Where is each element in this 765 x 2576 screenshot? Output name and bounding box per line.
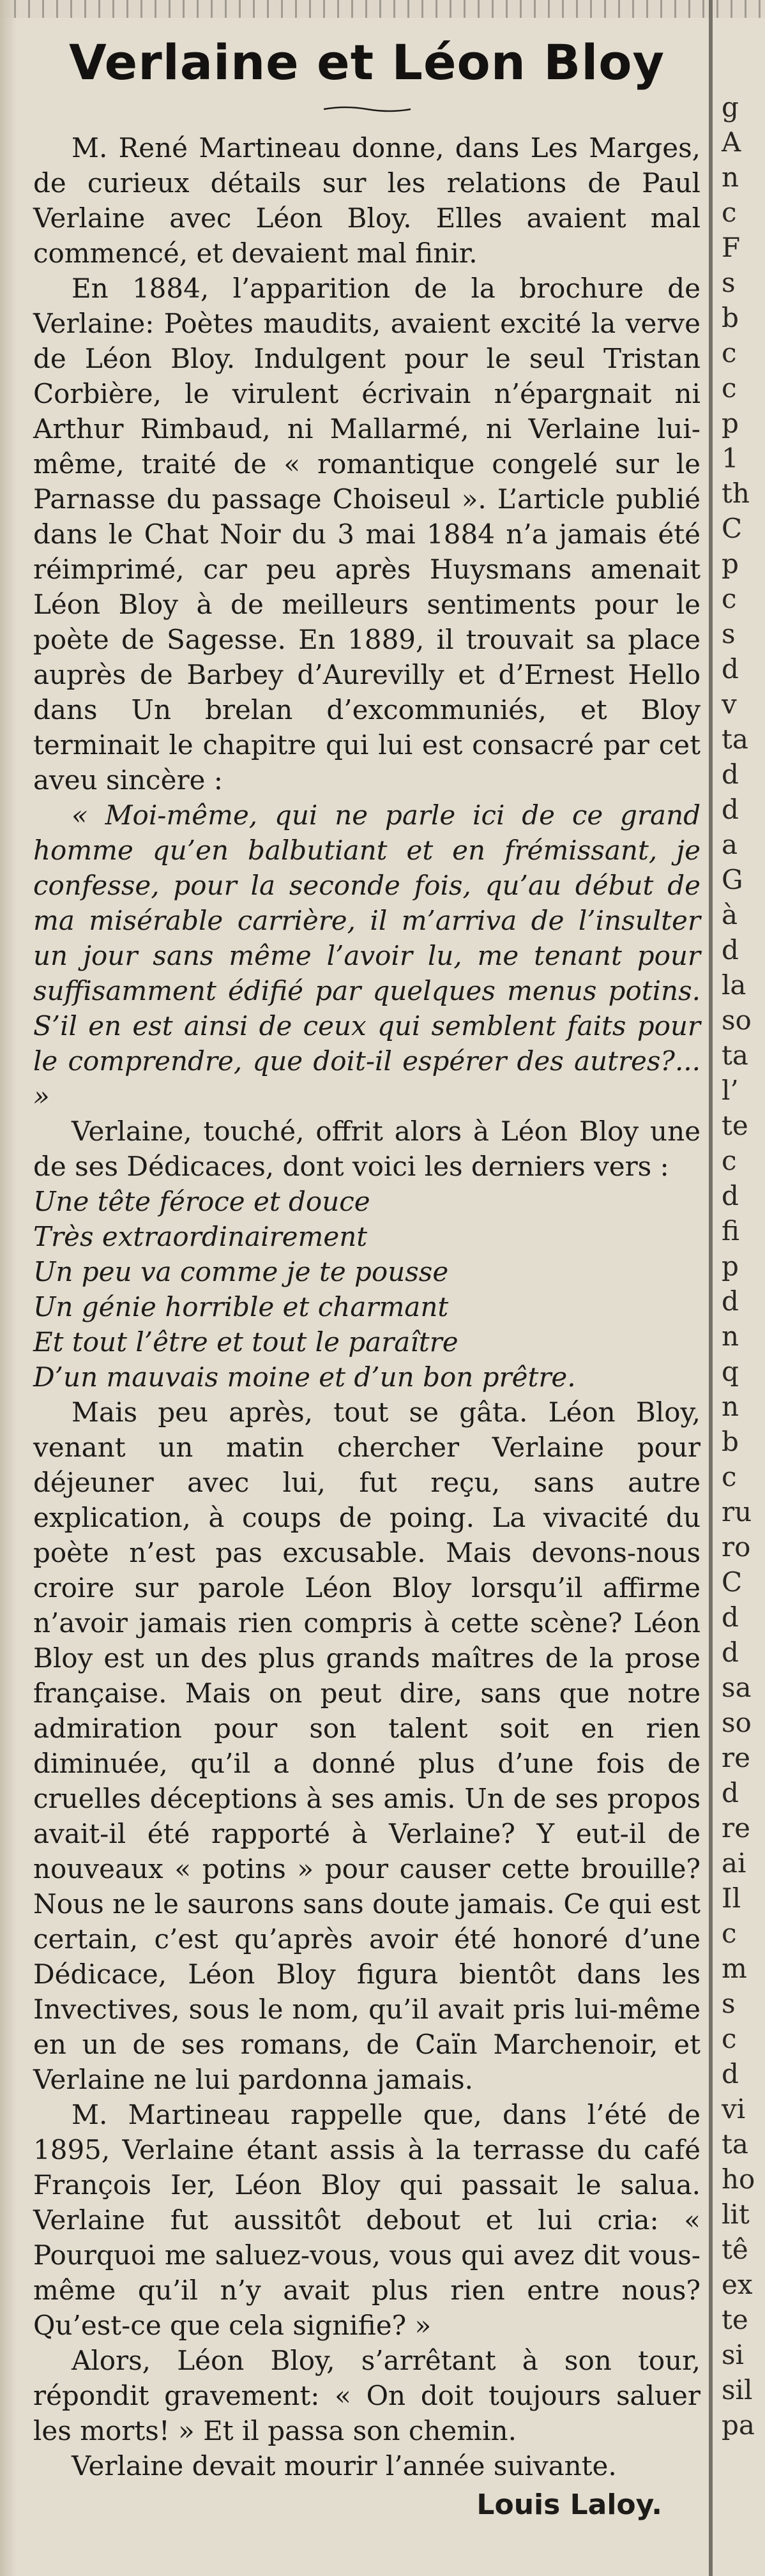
adjacent-column-fragment: vi <box>722 2093 746 2125</box>
adjacent-column-fragment: n <box>722 1321 739 1352</box>
adjacent-column-fragment: ai <box>722 1847 746 1879</box>
adjacent-column-fragment: la <box>722 969 746 1001</box>
adjacent-column-fragment: ro <box>722 1531 751 1563</box>
adjacent-column-fragment: ru <box>722 1496 752 1527</box>
adjacent-column-fragment: A <box>722 126 741 158</box>
adjacent-column-fragment: s <box>722 618 736 649</box>
adjacent-column-fragment: tê <box>722 2234 748 2265</box>
verse-line: Un peu va comme je te pousse <box>33 1256 449 1287</box>
adjacent-column-fragment: C <box>722 513 743 544</box>
adjacent-column-fragment: 1 <box>722 443 739 474</box>
adjacent-column-fragment: à <box>722 899 738 930</box>
adjacent-column-fragment: F <box>722 232 741 263</box>
column-rule <box>709 0 713 2576</box>
adjacent-column-fragment: n <box>722 1391 739 1422</box>
verse-line: Très extraordinairement <box>33 1221 368 1252</box>
adjacent-column-fragment: s <box>722 267 736 298</box>
adjacent-column-fragment: fi <box>722 1215 740 1246</box>
adjacent-column-fragment: d <box>722 934 739 966</box>
adjacent-column-fragment: c <box>722 2023 737 2054</box>
paragraph-intro: M. René Martineau donne, dans Les Marges, de curieux détails sur les relations de Paul Verlaine avec Léon Bloy. Elles avaient mal commencé, et devaient mal finir. <box>33 132 701 269</box>
adjacent-column-fragment: d <box>722 1637 739 1668</box>
adjacent-column-fragment: so <box>722 1004 752 1036</box>
adjacent-column-fragment: c <box>722 372 737 404</box>
adjacent-column-fragment: a <box>722 829 738 860</box>
adjacent-column-fragment: ho <box>722 2163 755 2195</box>
adjacent-column-fragment: v <box>722 688 737 720</box>
adjacent-column-fragment: d <box>722 2058 739 2089</box>
adjacent-column-fragment: re <box>722 1742 750 1773</box>
adjacent-column-fragment: p <box>722 1250 739 1282</box>
adjacent-column-fragment: b <box>722 1426 739 1457</box>
top-edge-strip <box>0 0 765 18</box>
article <box>33 32 701 2524</box>
adjacent-column-fragment: n <box>722 162 739 193</box>
paragraph-terrasse: M. Martineau rappelle que, dans l’été de 1895, Verlaine étant assis à la terrasse du café François Ier, Léon Bloy qui passait le salua. Verlaine fut aussitôt debout et lui cria: « Pourquoi me saluez-vous, vous qui avez dit vous-même qu’il n’y avait plus rien entre nous? Qu’est-ce que cela signifie? » <box>33 2099 701 2341</box>
adjacent-column-fragment: G <box>722 864 743 895</box>
verse-line: Une tête féroce et douce <box>33 1186 370 1217</box>
adjacent-column-fragment: d <box>722 1602 739 1633</box>
paragraph-dedicace: Verlaine, touché, offrit alors à Léon Bloy une de ses Dédicaces, dont voici les derniers vers : <box>33 1116 701 1182</box>
title-rule-ornament <box>322 105 412 114</box>
adjacent-column-fragment: ta <box>722 1040 748 1071</box>
adjacent-column-fragment: d <box>722 1777 739 1808</box>
paragraph-reponse: Alors, Léon Bloy, s’arrêtant à son tour, répondit gravement: « On doit toujours saluer les morts! » Et il passa son chemin. <box>33 2345 701 2446</box>
adjacent-column-fragment: te <box>722 2304 748 2335</box>
adjacent-column-fragment: d <box>722 794 739 825</box>
adjacent-column-fragment: l’ <box>722 1075 739 1106</box>
adjacent-column-fragment: sa <box>722 1672 752 1703</box>
verse-line: D’un mauvais moine et d’un bon prêtre. <box>33 1361 576 1393</box>
adjacent-column-fragment: g <box>722 91 739 123</box>
adjacent-column-fragments <box>718 0 765 2576</box>
verse-line: Un génie horrible et charmant <box>33 1291 449 1322</box>
adjacent-column-fragment: sil <box>722 2374 753 2406</box>
adjacent-column-fragment: p <box>722 548 739 579</box>
adjacent-column-fragment: c <box>722 583 737 614</box>
adjacent-column-fragment: c <box>722 337 737 368</box>
adjacent-column-fragment: b <box>722 302 739 333</box>
verse-line: Et tout l’être et tout le paraître <box>33 1326 458 1358</box>
adjacent-column-fragment: d <box>722 1180 739 1211</box>
adjacent-column-fragment: p <box>722 407 739 439</box>
adjacent-column-fragment: te <box>722 1110 748 1141</box>
author-signature: Louis Laloy. <box>476 2489 662 2521</box>
page-fold-shadow <box>0 0 17 2576</box>
adjacent-column-fragment: C <box>722 1566 743 1598</box>
adjacent-column-fragment: ta <box>722 724 748 755</box>
article-title: Verlaine et Léon Bloy <box>69 34 665 91</box>
paragraph-bloy-quote: « Moi-même, qui ne parle ici de ce grand homme qu’en balbutiant et en frémissant, je confesse, pour la seconde fois, qu’au début de ma misérable carrière, il m’arriva de l’insulter un jour sans même l’avoir lu, me tenant pour suffisamment édifié par quelques menus potins. S’il en est ainsi de ceux qui semblent faits pour le comprendre, que doit-il espérer des autres?... » <box>33 799 701 1112</box>
adjacent-column-fragment: so <box>722 1707 752 1738</box>
adjacent-column-fragment: d <box>722 1285 739 1317</box>
adjacent-column-fragment: si <box>722 2339 744 2370</box>
adjacent-column-fragment: ta <box>722 2128 748 2160</box>
adjacent-column-fragment: c <box>722 197 737 228</box>
adjacent-column-fragment: s <box>722 1988 736 2019</box>
adjacent-column-fragment: d <box>722 653 739 685</box>
adjacent-column-fragment: c <box>722 1461 737 1492</box>
adjacent-column-fragment: Il <box>722 1883 741 1914</box>
paragraph-conclusion: Verlaine devait mourir l’année suivante. <box>72 2450 617 2481</box>
adjacent-column-fragment: pa <box>722 2409 755 2441</box>
adjacent-column-fragment: lit <box>722 2199 750 2230</box>
adjacent-column-fragment: d <box>722 759 739 790</box>
paragraph-brouille: Mais peu après, tout se gâta. Léon Bloy, venant un matin chercher Verlaine pour déjeuner avec lui, fut reçu, sans autre explication, à coups de poing. La vivacité du poète n’est pas excusable. Mais devons-nous croire sur parole Léon Bloy lorsqu’il affirme n’avoir jamais rien compris à cette scène? Léon Bloy est un des plus grands maîtres de la prose française. Mais on peut dire, sans que notre admiration pour son talent soit en rien diminuée, qu’il a donné plus d’une fois de cruelles déceptions à ses amis. Un de ses propos avait-il été rapporté à Verlaine? Y eut-il de nouveaux « potins » pour causer cette brouille? Nous ne le saurons sans doute jamais. Ce qui est certain, c’est qu’après avoir été honoré d’une Dédicace, Léon Bloy figura bientôt dans les Invectives, sous le nom, qu’il avait pris lui-même en un de ses romans, de Caïn Marchenoir, et Verlaine ne lui pardonna jamais. <box>33 1397 701 2095</box>
adjacent-column-fragment: c <box>722 1145 737 1176</box>
adjacent-column-fragment: m <box>722 1953 747 1984</box>
adjacent-column-fragment: re <box>722 1812 750 1844</box>
adjacent-column-fragment: ex <box>722 2269 753 2300</box>
adjacent-column-fragment: q <box>722 1356 739 1387</box>
adjacent-column-fragment: th <box>722 478 750 509</box>
paragraph-poetes-maudits: En 1884, l’apparition de la brochure de Verlaine: Poètes maudits, avaient excité la verve de Léon Bloy. Indulgent pour le seul Tristan Corbière, le virulent écrivain n’épargnait ni Arthur Rimbaud, ni Mallarmé, ni Verlaine lui-même, traité de « romantique congelé sur le Parnasse du passage Choiseul ». L’article publié dans le Chat Noir du 3 mai 1884 n’a jamais été réimprimé, car peu après Huysmans amenait Léon Bloy à de meilleurs sentiments pour le poète de Sagesse. En 1889, il trouvait sa place auprès de Barbey d’Aurevilly et d’Ernest Hello dans Un brelan d’excommuniés, et Bloy terminait le chapitre qui lui est consacré par cet aveu sincère : <box>33 273 701 796</box>
adjacent-column-fragment: c <box>722 1918 737 1949</box>
dedicace-verse <box>33 1184 701 1395</box>
